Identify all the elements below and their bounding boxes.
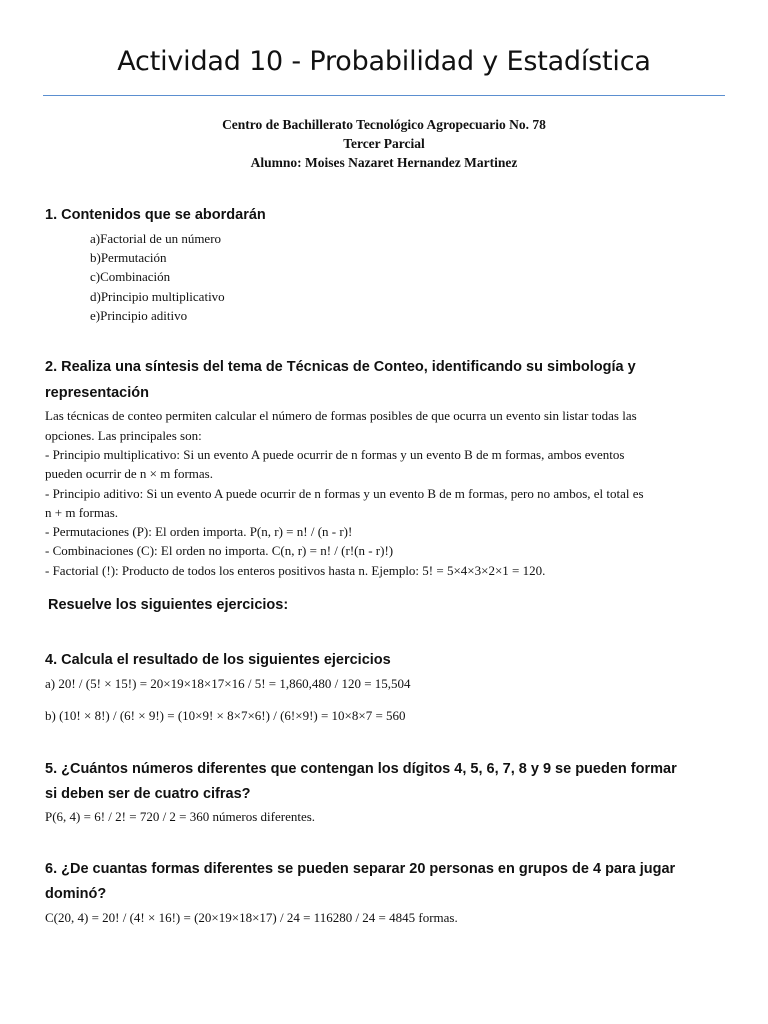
section2-heading-cont: representación bbox=[45, 385, 149, 401]
paragraph-line: - Combinaciones (C): El orden no importa. C(n, r) = n! / (r!(n - r)!) bbox=[45, 543, 394, 558]
section2-heading: 2. Realiza una síntesis del tema de Técnicas de Conteo, identificando su simbología y bbox=[45, 359, 636, 375]
exercise-a: a) 20! / (5! × 15!) = 20×19×18×17×16 / 5! = 1,860,480 / 120 = 15,504 bbox=[45, 676, 411, 691]
paragraph-line: opciones. Las principales son: bbox=[45, 428, 202, 443]
paragraph-line: pueden ocurrir de n × m formas. bbox=[45, 466, 213, 481]
list-item: b)Permutación bbox=[90, 250, 167, 265]
section6-heading: 6. ¿De cuantas formas diferentes se pueden separar 20 personas en grupos de 4 para jugar bbox=[45, 861, 676, 877]
exercise-b: b) (10! × 8!) / (6! × 9!) = (10×9! × 8×7×6!) / (6!×9!) = 10×8×7 = 560 bbox=[45, 708, 406, 723]
student-name: Alumno: Moises Nazaret Hernandez Martinez bbox=[250, 155, 518, 170]
paragraph-line: - Principio multiplicativo: Si un evento A puede ocurrir de n formas y un evento B de m formas, ambos eventos bbox=[45, 447, 625, 462]
section6-answer: C(20, 4) = 20! / (4! × 16!) = (20×19×18×17) / 24 = 116280 / 24 = 4845 formas. bbox=[45, 910, 458, 925]
section4-heading: 4. Calcula el resultado de los siguientes ejercicios bbox=[45, 652, 391, 668]
list-item: d)Principio multiplicativo bbox=[90, 289, 225, 304]
list-item: e)Principio aditivo bbox=[90, 308, 188, 323]
term-label: Tercer Parcial bbox=[343, 136, 425, 151]
section6-heading-cont: dominó? bbox=[45, 886, 107, 902]
section5-heading: 5. ¿Cuántos números diferentes que contengan los dígitos 4, 5, 6, 7, 8 y 9 se pueden formar bbox=[45, 761, 677, 777]
paragraph-line: - Principio aditivo: Si un evento A puede ocurrir de n formas y un evento B de m formas, pero no ambos, el total es bbox=[45, 486, 644, 501]
school-name: Centro de Bachillerato Tecnológico Agropecuario No. 78 bbox=[222, 117, 546, 132]
section5-answer: P(6, 4) = 6! / 2! = 720 / 2 = 360 números diferentes. bbox=[45, 809, 316, 824]
section1-heading: 1. Contenidos que se abordarán bbox=[45, 207, 266, 223]
document-title: Actividad 10 - Probabilidad y Estadística bbox=[117, 46, 651, 77]
paragraph-line: - Factorial (!): Producto de todos los enteros positivos hasta n. Ejemplo: 5! = 5×4×3×2×1 = 120. bbox=[45, 563, 546, 578]
paragraph-line: n + m formas. bbox=[45, 505, 119, 520]
paragraph-line: Las técnicas de conteo permiten calcular el número de formas posibles de que ocurra un evento sin listar todas las bbox=[45, 408, 637, 423]
section3-heading: Resuelve los siguientes ejercicios: bbox=[48, 597, 289, 613]
paragraph-line: - Permutaciones (P): El orden importa. P(n, r) = n! / (n - r)! bbox=[45, 524, 353, 539]
title-rule bbox=[43, 95, 725, 96]
section5-heading-cont: si deben ser de cuatro cifras? bbox=[45, 786, 251, 802]
list-item: a)Factorial de un número bbox=[90, 231, 222, 246]
list-item: c)Combinación bbox=[90, 269, 171, 284]
